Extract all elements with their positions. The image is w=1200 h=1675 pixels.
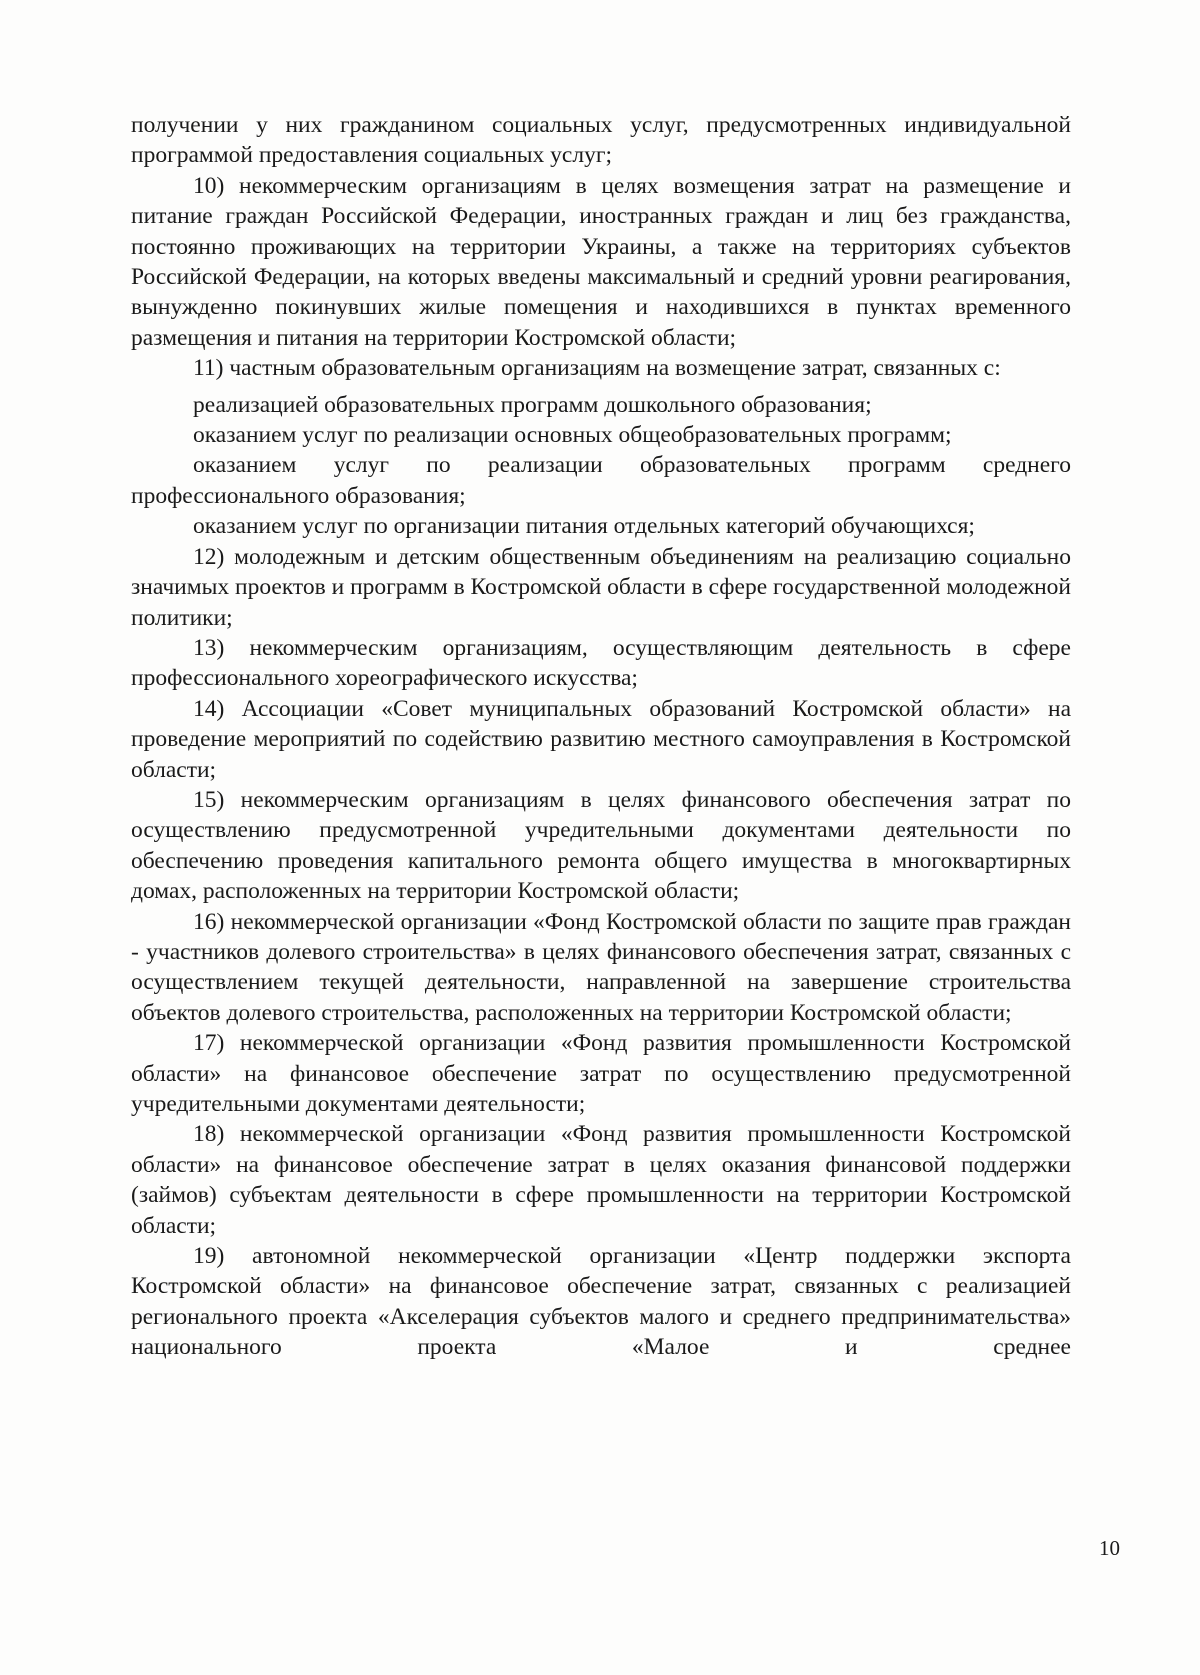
- paragraph-item-10: 10) некоммерческим организациям в целях возмещения затрат на размещение и питание граждан Российской Федерации, иностранных граждан и лиц без гражданства, постоянно проживающих на территории Украины, а также на территориях субъектов Российской Федерации, на которых введены максимальный и средний уровни реагирования, вынужденно покинувших жилые помещения и находившихся в пунктах временного размещения и питания на территории Костромской области;: [131, 172, 1071, 351]
- paragraph-item-13: 13) некоммерческим организациям, осуществляющим деятельность в сфере профессионального хореографического искусства;: [131, 634, 1071, 692]
- paragraph-item-14: 14) Ассоциации «Совет муниципальных образований Костромской области» на проведение мероприятий по содействию развитию местного самоуправления в Костромской области;: [131, 695, 1071, 783]
- paragraph-item-17: 17) некоммерческой организации «Фонд развития промышленности Костромской области» на финансовое обеспечение затрат по осуществлению предусмотренной учредительными документами деятельности;: [131, 1030, 1071, 1117]
- paragraph-item-12: 12) молодежным и детским общественным объединениям на реализацию социально значимых проектов и программ в Костромской области в сфере государственной молодежной политики;: [131, 543, 1071, 631]
- paragraph-item-15: 15) некоммерческим организациям в целях финансового обеспечения затрат по осуществлению предусмотренной учредительными документами деятельности по обеспечению проведения капитального ремонта общего имущества в многоквартирных домах, расположенных на территории Костромской области;: [131, 786, 1071, 905]
- paragraph-item-11: 11) частным образовательным организациям на возмещение затрат, связанных с:: [193, 355, 1001, 382]
- paragraph-item-16: 16) некоммерческой организации «Фонд Костромской области по защите прав граждан - участников долевого строительства» в целях финансового обеспечения затрат, связанных с осуществлением текущей деятельности, направленной на завершение строительства объектов долевого строительства, расположенных на территории Костромской области;: [131, 908, 1071, 1026]
- paragraph-item-11-sub-2: оказанием услуг по реализации основных общеобразовательных программ;: [193, 422, 952, 449]
- paragraph-item-11-sub-4: оказанием услуг по организации питания отдельных категорий обучающихся;: [193, 513, 975, 540]
- paragraph-item-18: 18) некоммерческой организации «Фонд развития промышленности Костромской области» на финансовое обеспечение затрат в целях оказания финансовой поддержки (займов) субъектам деятельности в сфере промышленности на территории Костромской области;: [131, 1121, 1071, 1239]
- page-number: 10: [1099, 1536, 1120, 1560]
- paragraph-continuation: получении у них гражданином социальных услуг, предусмотренных индивидуальной программой предоставления социальных услуг;: [131, 112, 1071, 169]
- document-body: [131, 110, 1071, 1363]
- paragraph-item-11-sub-3: оказанием услуг по реализации образовательных программ среднего профессионального образования;: [131, 452, 1071, 509]
- paragraph-item-11-sub-1: реализацией образовательных программ дошкольного образования;: [193, 391, 872, 418]
- paragraph-item-19: 19) автономной некоммерческой организации «Центр поддержки экспорта Костромской области» на финансовое обеспечение затрат, связанных с реализацией регионального проекта «Акселерация субъектов малого и среднего предпринимательства» национального проекта «Малое и среднее: [131, 1243, 1071, 1361]
